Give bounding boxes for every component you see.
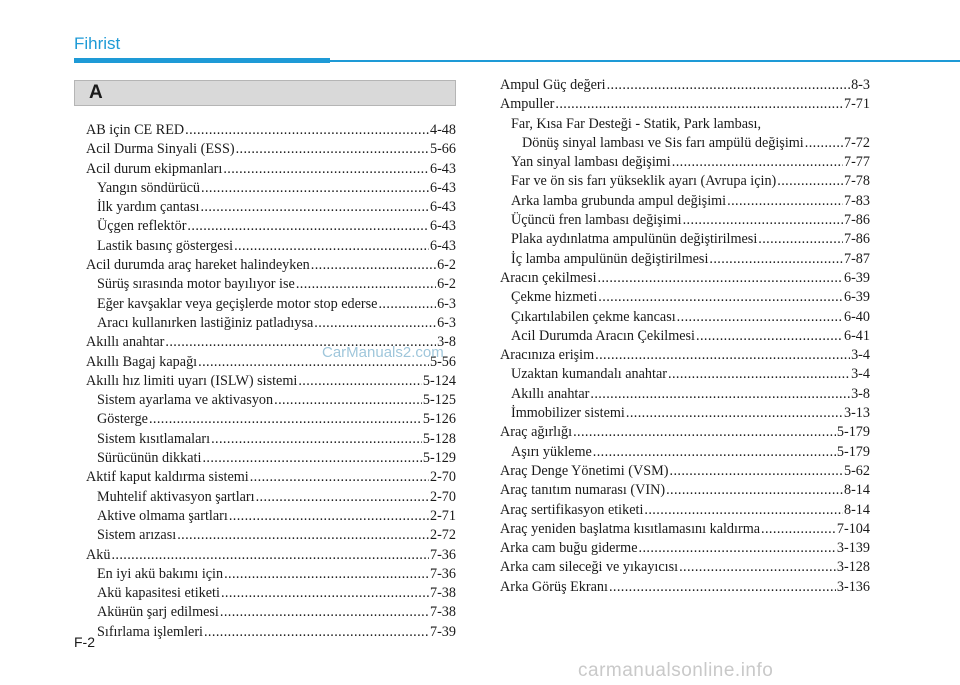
index-entry-page: 5-66	[429, 141, 456, 158]
index-entry[interactable]	[86, 546, 456, 565]
index-entry-label: Aracı kullanırken lastiğiniz patladıysa	[97, 314, 314, 331]
index-entry-page: 7-83	[843, 192, 870, 209]
index-entry-label: İmmobilizer sistemi	[511, 405, 625, 422]
index-entry-leader	[595, 346, 850, 365]
index-entry-leader	[149, 410, 422, 429]
index-entry[interactable]	[86, 121, 456, 140]
index-entry-label: Sürücünün dikkati	[97, 450, 202, 467]
index-entry[interactable]	[86, 603, 456, 622]
index-entry-leader	[211, 430, 422, 449]
index-entry-leader	[256, 488, 429, 507]
index-entry-page: 8-14	[843, 501, 870, 518]
watermark: CarManuals2.com	[322, 344, 444, 361]
index-entry-page: 7-77	[843, 154, 870, 171]
index-entry-leader	[229, 507, 429, 526]
index-entry-leader	[644, 501, 843, 520]
index-entry-leader	[311, 256, 436, 275]
index-entry-page: 6-43	[429, 160, 456, 177]
index-entry-page: 3-128	[836, 559, 870, 576]
index-entry-page: 3-13	[843, 405, 870, 422]
index-entry[interactable]	[500, 288, 870, 307]
index-entry-label: AB için CE RED	[86, 122, 185, 138]
index-entry-page: 2-70	[429, 488, 456, 505]
index-entry[interactable]	[86, 488, 456, 507]
index-entry-leader	[111, 546, 429, 565]
index-entry-label: İç lamba ampulünün değiştirilmesi	[511, 250, 709, 267]
index-entry-leader	[666, 481, 843, 500]
index-entry[interactable]	[86, 314, 456, 333]
index-entry-page: 5-62	[843, 462, 870, 479]
index-entry-page: 6-41	[843, 327, 870, 344]
header-rule	[330, 60, 960, 62]
index-entry-leader	[668, 365, 850, 384]
index-entry-label: Acil Durumda Aracın Çekilmesi	[511, 327, 696, 344]
index-entry[interactable]	[500, 308, 870, 327]
index-entry-page: 6-39	[843, 289, 870, 306]
index-entry[interactable]	[500, 250, 870, 269]
index-entry-page: 7-78	[843, 173, 870, 190]
index-entry[interactable]	[86, 198, 456, 217]
index-entry[interactable]	[500, 481, 870, 500]
index-entry[interactable]	[500, 443, 870, 462]
index-entry[interactable]	[500, 365, 870, 384]
index-entry-leader	[677, 308, 843, 327]
index-entry[interactable]	[86, 179, 456, 198]
index-entry-label: Yangın söndürücü	[97, 179, 200, 196]
index-entry-label: Far, Kısa Far Desteği - Statik, Park lambası,	[511, 115, 762, 132]
index-entry[interactable]	[86, 623, 456, 642]
index-entry[interactable]	[500, 172, 870, 191]
index-entry-leader	[758, 230, 843, 249]
index-entry-label: Akü kapasitesi etiketi	[97, 585, 220, 602]
index-entry-label: Ampul Güç değeri	[500, 77, 606, 93]
index-entry[interactable]	[500, 558, 870, 577]
index-entry[interactable]	[500, 423, 870, 442]
index-entry-label: Sıfırlama işlemleri	[97, 623, 203, 640]
index-entry-label: Akıllı Bagaj kapağı	[86, 353, 198, 370]
index-entry-label: Acil Durma Sinyali (ESS)	[86, 141, 235, 158]
index-entry-page: 2-71	[429, 507, 456, 524]
index-entry-page: 7-39	[429, 623, 456, 640]
index-entry-page: 7-104	[836, 520, 870, 537]
index-entry-page: 5-179	[836, 443, 870, 460]
index-entry-page: 5-125	[422, 392, 456, 409]
index-entry-leader	[696, 327, 843, 346]
index-entry-leader	[555, 95, 843, 114]
index-entry[interactable]	[500, 230, 870, 249]
index-entry-label: Ampuller	[500, 96, 555, 113]
index-entry-label: Araç tanıtım numarası (VIN)	[500, 482, 666, 499]
index-column-right	[500, 76, 870, 597]
index-entry-label: Aracınıza erişim	[500, 347, 595, 364]
index-entry-label: Aküнün şarj edilmesi	[97, 604, 219, 621]
index-entry[interactable]	[86, 275, 456, 294]
index-entry-leader	[187, 217, 429, 236]
index-entry-page: 7-86	[843, 212, 870, 229]
index-entry-leader	[202, 449, 421, 468]
index-entry-label: Far ve ön sis farı yükseklik ayarı (Avrupa için)	[511, 173, 777, 190]
index-entry-leader	[598, 269, 843, 288]
index-entry[interactable]	[500, 539, 870, 558]
index-entry-leader	[220, 603, 429, 622]
index-entry[interactable]	[86, 526, 456, 545]
index-entry-leader	[709, 250, 843, 269]
index-entry-label: Üçüncü fren lambası değişimi	[511, 212, 682, 229]
index-entry-label: Çekme hizmeti	[511, 289, 598, 306]
index-entry-leader	[593, 443, 836, 462]
index-entry-leader	[805, 134, 843, 153]
index-entry-leader	[378, 295, 436, 314]
index-entry-page: 7-36	[429, 565, 456, 582]
section-letter: A	[89, 82, 103, 103]
index-entry-page: 3-8	[437, 334, 456, 351]
index-entry-label: Sistem kısıtlamaları	[97, 430, 211, 447]
index-entry-label: Akıllı anahtar	[86, 334, 165, 351]
index-entry[interactable]	[500, 462, 870, 481]
index-entry-label: Akıllı anahtar	[511, 385, 590, 402]
index-entry-leader	[573, 423, 836, 442]
section-heading-box	[74, 80, 456, 106]
index-entry-label: Eğer kavşaklar veya geçişlerde motor stop ederse	[97, 295, 378, 312]
index-entry-label: En iyi akü bakımı için	[97, 565, 224, 582]
index-entry-leader	[224, 565, 429, 584]
index-entry[interactable]	[86, 468, 456, 487]
index-entry-leader	[683, 211, 843, 230]
index-entry-label: Aktif kaput kaldırma sistemi	[86, 469, 249, 486]
index-entry-page: 5-179	[836, 424, 870, 441]
header-accent-bar	[74, 58, 330, 63]
index-entry-page: 8-3	[851, 77, 870, 93]
index-entry-leader	[250, 468, 429, 487]
index-entry[interactable]	[500, 192, 870, 211]
index-entry-leader	[298, 372, 422, 391]
index-entry-label: Sistem ayarlama ve aktivasyon	[97, 392, 274, 409]
index-entry-label: Gösterge	[97, 411, 148, 428]
index-entry-page: 3-8	[851, 385, 870, 402]
index-entry-label: Akıllı hız limiti uyarı (ISLW) sistemi	[86, 372, 298, 389]
index-entry-page: 2-72	[429, 527, 456, 544]
index-entry-label: Yan sinyal lambası değişimi	[511, 154, 671, 171]
index-entry-label: Araç ağırlığı	[500, 424, 573, 441]
index-entry-page: 5-129	[422, 450, 456, 467]
index-entry-page: 6-43	[429, 218, 456, 235]
index-entry-label: Arka cam sileceği ve yıkayıcısı	[500, 559, 679, 576]
index-entry[interactable]	[500, 385, 870, 404]
index-entry-leader	[234, 237, 429, 256]
index-entry-label: Acil durum ekipmanları	[86, 160, 223, 177]
index-entry-leader	[185, 121, 429, 140]
footer-watermark: carmanualsonline.info	[578, 660, 774, 681]
page-header-title: Fihrist	[74, 34, 121, 53]
index-entry-leader	[201, 179, 429, 198]
index-entry-page: 8-14	[843, 482, 870, 499]
index-entry[interactable]	[500, 211, 870, 230]
index-entry[interactable]	[86, 160, 456, 179]
index-entry-leader	[590, 385, 850, 404]
index-entry-leader	[204, 623, 429, 642]
index-entry-page: 3-4	[851, 366, 870, 383]
index-entry-page: 7-36	[429, 546, 456, 563]
index-entry-leader	[672, 153, 843, 172]
index-entry[interactable]	[86, 391, 456, 410]
index-entry[interactable]	[86, 449, 456, 468]
index-entry-page: 6-43	[429, 199, 456, 216]
index-entry-label: Çıkartılabilen çekme kancası	[511, 308, 676, 325]
index-entry[interactable]	[500, 578, 870, 597]
index-entry-leader	[200, 198, 429, 217]
index-entry[interactable]	[86, 372, 456, 391]
index-entry-page: 6-43	[429, 237, 456, 254]
index-entry-label: Aracın çekilmesi	[500, 269, 597, 286]
index-entry-page: 7-38	[429, 585, 456, 602]
index-entry[interactable]	[500, 501, 870, 520]
index-entry[interactable]	[500, 76, 870, 95]
index-entry-leader	[777, 172, 843, 191]
index-entry-leader	[626, 404, 843, 423]
index-entry[interactable]	[86, 507, 456, 526]
index-entry-leader	[223, 160, 429, 179]
index-entry-label: Araç Denge Yönetimi (VSM)	[500, 462, 669, 479]
index-entry[interactable]	[86, 256, 456, 275]
index-entry-label: Arka cam buğu giderme	[500, 540, 638, 557]
index-entry[interactable]	[86, 430, 456, 449]
index-entry-page: 7-86	[843, 231, 870, 248]
index-entry-leader	[221, 584, 429, 603]
index-entry-page: 5-124	[422, 372, 456, 389]
index-entry-label: Akü	[86, 546, 111, 563]
index-entry-leader	[598, 288, 843, 307]
index-entry-page: 7-87	[843, 250, 870, 267]
index-entry-page: 6-2	[437, 257, 456, 274]
index-entry-page: 3-4	[851, 347, 870, 364]
index-entry-page: 3-136	[836, 578, 870, 595]
index-entry-label: Araç sertifikasyon etiketi	[500, 501, 644, 518]
index-entry[interactable]	[86, 217, 456, 236]
index-entry-label: Üçgen reflektör	[97, 218, 187, 235]
index-entry[interactable]	[500, 95, 870, 114]
index-entry-page: 6-3	[437, 314, 456, 331]
index-entry-page: 3-139	[836, 540, 870, 557]
index-entry-label: Arka Görüş Ekranı	[500, 578, 608, 595]
index-entry[interactable]	[86, 295, 456, 314]
index-entry-label: Uzaktan kumandalı anahtar	[511, 366, 667, 383]
index-entry-leader	[679, 558, 836, 577]
index-entry-leader	[314, 314, 436, 333]
index-entry-label: İlk yardım çantası	[97, 199, 200, 216]
index-entry-page: 5-126	[422, 411, 456, 428]
index-entry[interactable]	[500, 115, 870, 154]
index-entry-page: 6-43	[429, 179, 456, 196]
index-entry-page: 2-70	[429, 469, 456, 486]
index-entry-page: 5-128	[422, 430, 456, 447]
index-entry-leader	[670, 462, 843, 481]
index-entry[interactable]	[500, 346, 870, 365]
index-entry-leader	[177, 526, 429, 545]
index-entry-page: 6-2	[437, 276, 456, 293]
index-entry-page: 6-3	[437, 295, 456, 312]
index-entry-page: 7-72	[843, 134, 870, 151]
index-entry-leader	[727, 192, 843, 211]
index-entry-label: Sistem arızası	[97, 527, 177, 544]
page-number: F-2	[74, 634, 95, 650]
index-entry-page: 6-40	[843, 308, 870, 325]
index-entry-label: Arka lamba grubunda ampul değişimi	[511, 192, 727, 209]
index-entry-label: Sürüş sırasında motor bayılıyor ise	[97, 276, 295, 293]
index-entry-page: 7-71	[843, 96, 870, 113]
index-entry-label: Aşırı yükleme	[511, 443, 592, 460]
index-entry-leader	[761, 520, 836, 539]
index-entry-label: Araç yeniden başlatma kısıtlamasını kaldırma	[500, 520, 761, 537]
index-entry-label: Aktive olmama şartları	[97, 507, 228, 524]
index-entry-page: 7-38	[429, 604, 456, 621]
index-entry-label: Acil durumda araç hareket halindeyken	[86, 257, 310, 274]
index-entry-leader	[639, 539, 836, 558]
index-entry-page: 6-39	[843, 269, 870, 286]
index-entry-leader	[236, 140, 429, 159]
index-entry[interactable]	[500, 269, 870, 288]
index-entry-page: 4-48	[429, 122, 456, 138]
index-entry[interactable]	[86, 237, 456, 256]
index-entry[interactable]	[86, 584, 456, 603]
index-entry[interactable]	[86, 140, 456, 159]
index-entry[interactable]	[500, 327, 870, 346]
index-entry-label: Plaka aydınlatma ampulünün değiştirilmesi	[511, 231, 758, 248]
index-entry-leader	[296, 275, 436, 294]
index-entry[interactable]	[500, 404, 870, 423]
index-entry-leader	[607, 76, 850, 95]
index-column-left	[86, 121, 456, 642]
index-entry-leader	[609, 578, 836, 597]
index-entry[interactable]	[86, 410, 456, 429]
index-entry[interactable]	[500, 520, 870, 539]
index-entry-label-continued: Dönüş sinyal lambası ve Sis farı ampülü değişimi	[522, 134, 804, 151]
index-entry[interactable]	[500, 153, 870, 172]
index-entry[interactable]	[86, 565, 456, 584]
index-entry-leader	[274, 391, 422, 410]
index-entry-page: 5-56	[429, 353, 456, 370]
index-entry-label: Muhtelif aktivasyon şartları	[97, 488, 255, 505]
index-entry-label: Lastik basınç göstergesi	[97, 237, 234, 254]
